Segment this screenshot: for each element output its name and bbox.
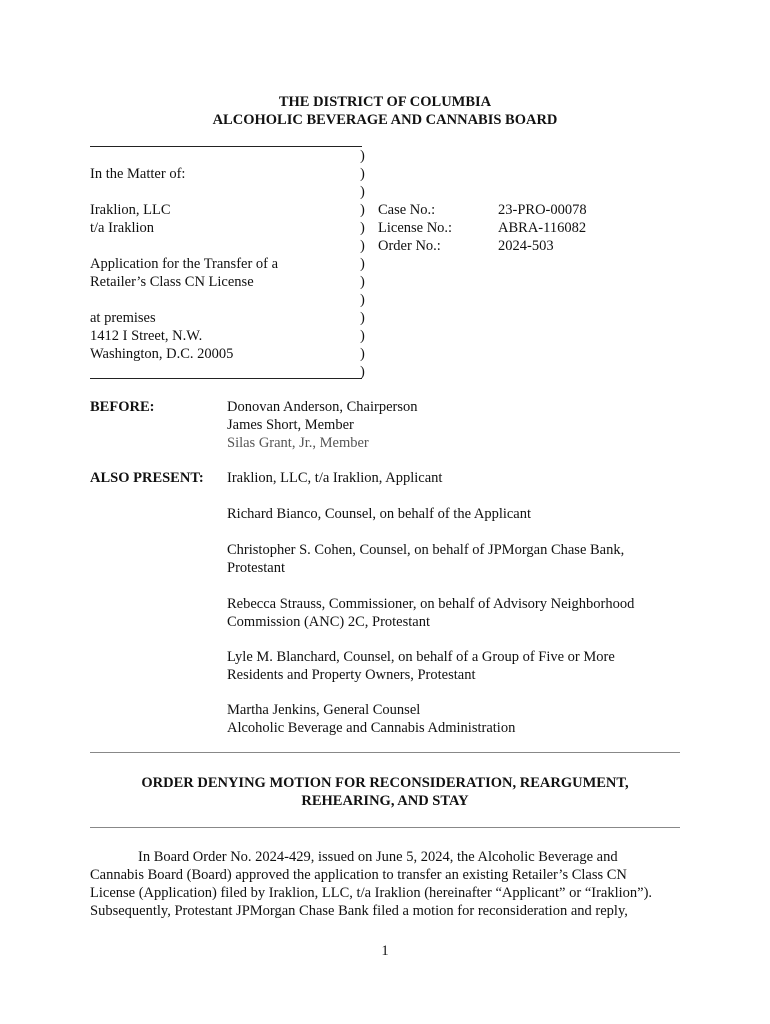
party-line: Commission (ANC) 2C, Protestant: [227, 614, 431, 630]
party-line: Residents and Property Owners, Protestant: [227, 667, 476, 683]
party-line: Richard Bianco, Counsel, on behalf of the Applicant: [227, 506, 532, 522]
license-no-label: License No.:: [378, 220, 453, 236]
caption-paren: ): [360, 346, 365, 362]
party-line: Alcoholic Beverage and Cannabis Administration: [227, 720, 516, 736]
body-line: License (Application) filed by Iraklion, LLC, t/a Iraklion (hereinafter “Applicant” or “Iraklion”).: [90, 885, 653, 901]
order-title-line2: REHEARING, AND STAY: [301, 793, 469, 809]
board-member: Silas Grant, Jr., Member: [227, 435, 369, 451]
caption-paren: ): [360, 238, 365, 254]
caption-paren: ): [360, 202, 365, 218]
party-line: Rebecca Strauss, Commissioner, on behalf of Advisory Neighborhood: [227, 596, 635, 612]
caption-application-line1: Application for the Transfer of a: [90, 256, 279, 272]
caption-paren: ): [360, 328, 365, 344]
body-line: Cannabis Board (Board) approved the application to transfer an existing Retailer’s Class CN: [90, 867, 627, 883]
party-line: Iraklion, LLC, t/a Iraklion, Applicant: [227, 470, 443, 486]
header-board: ALCOHOLIC BEVERAGE AND CANNABIS BOARD: [212, 112, 558, 128]
page-number: 1: [381, 943, 389, 959]
party-line: Lyle M. Blanchard, Counsel, on behalf of a Group of Five or More: [227, 649, 615, 665]
section-divider: [90, 752, 680, 753]
caption-paren: ): [360, 274, 365, 290]
caption-paren: ): [360, 364, 365, 380]
board-member: Donovan Anderson, Chairperson: [227, 399, 418, 415]
order-no-value: 2024-503: [498, 238, 554, 254]
party-line: Christopher S. Cohen, Counsel, on behalf of JPMorgan Chase Bank,: [227, 542, 625, 558]
caption-top-rule: [90, 146, 362, 147]
caption-address-line1: 1412 I Street, N.W.: [90, 328, 203, 344]
order-title-line1: ORDER DENYING MOTION FOR RECONSIDERATION, REARGUMENT,: [141, 775, 629, 791]
caption-paren: ): [360, 256, 365, 272]
body-line: In Board Order No. 2024-429, issued on June 5, 2024, the Alcoholic Beverage and: [138, 849, 618, 865]
body-line: Subsequently, Protestant JPMorgan Chase Bank filed a motion for reconsideration and reply,: [90, 903, 628, 919]
before-label: BEFORE:: [90, 399, 155, 415]
caption-paren: ): [360, 148, 365, 164]
order-no-label: Order No.:: [378, 238, 441, 254]
also-present-label: ALSO PRESENT:: [90, 470, 204, 486]
caption-paren: ): [360, 166, 365, 182]
party-line: Protestant: [227, 560, 285, 576]
party-line: Martha Jenkins, General Counsel: [227, 702, 421, 718]
caption-address-line2: Washington, D.C. 20005: [90, 346, 234, 362]
case-no-label: Case No.:: [378, 202, 436, 218]
caption-bottom-rule: [90, 378, 362, 379]
case-no-value: 23-PRO-00078: [498, 202, 587, 218]
section-divider: [90, 827, 680, 828]
caption-application-line2: Retailer’s Class CN License: [90, 274, 254, 290]
header-district: THE DISTRICT OF COLUMBIA: [278, 94, 492, 110]
caption-trade-name: t/a Iraklion: [90, 220, 155, 236]
caption-applicant-name: Iraklion, LLC: [90, 202, 171, 218]
caption-paren: ): [360, 310, 365, 326]
caption-paren: ): [360, 292, 365, 308]
caption-premises-label: at premises: [90, 310, 156, 326]
caption-in-the-matter: In the Matter of:: [90, 166, 186, 182]
license-no-value: ABRA-116082: [498, 220, 587, 236]
caption-paren: ): [360, 220, 365, 236]
board-member: James Short, Member: [227, 417, 354, 433]
caption-paren: ): [360, 184, 365, 200]
